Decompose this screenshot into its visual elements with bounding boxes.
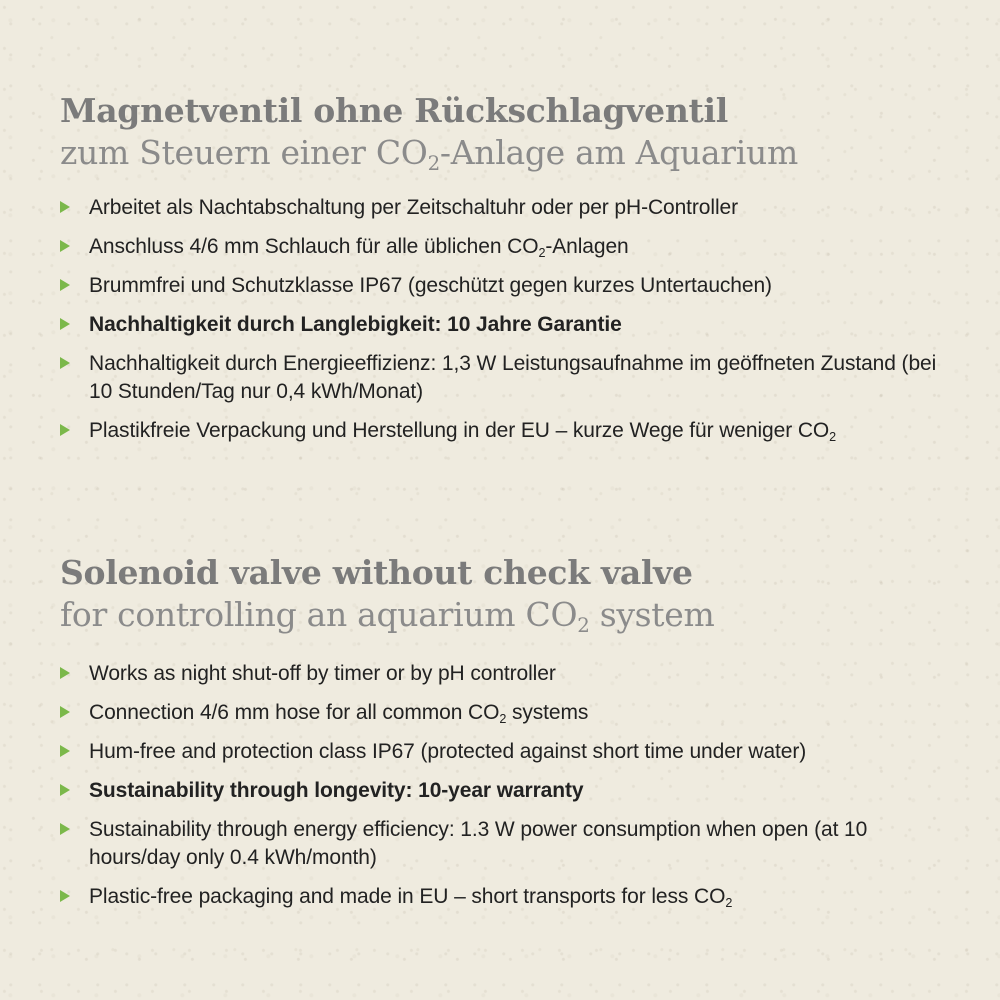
triangle-bullet-icon xyxy=(60,745,70,757)
bullet-text: Sustainability through energy efficiency: 1.3 W power consumption when open (at 10 hours/day only 0.4 kWh/month) xyxy=(89,818,868,869)
bullet-item xyxy=(60,350,960,406)
triangle-bullet-icon xyxy=(60,424,70,436)
bullet-text: Works as night shut-off by timer or by pH controller xyxy=(89,662,556,685)
bullet-item xyxy=(60,883,960,911)
section-title-english: Solenoid valve without check valve xyxy=(60,553,693,592)
section-english xyxy=(60,552,960,922)
bullet-item xyxy=(60,660,960,688)
triangle-bullet-icon xyxy=(60,357,70,369)
triangle-bullet-icon xyxy=(60,318,70,330)
triangle-bullet-icon xyxy=(60,667,70,679)
bullet-item xyxy=(60,272,960,300)
bullet-text: Anschluss 4/6 mm Schlauch für alle üblichen $CO_2$-Anlagen xyxy=(89,235,629,260)
triangle-bullet-icon xyxy=(60,890,70,902)
bullet-text: Nachhaltigkeit durch Langlebigkeit: 10 Jahre Garantie xyxy=(89,313,622,336)
bullet-text: Brummfrei und Schutzklasse IP67 (geschützt gegen kurzes Untertauchen) xyxy=(89,274,772,297)
subtitle-text: zum Steuern einer CO xyxy=(60,133,428,172)
bullet-text: Sustainability through longevity: 10-year warranty xyxy=(89,779,584,802)
triangle-bullet-icon xyxy=(60,201,70,213)
bullet-item-highlight xyxy=(60,777,960,805)
triangle-bullet-icon xyxy=(60,823,70,835)
bullet-item xyxy=(60,194,960,222)
bullet-item xyxy=(60,417,960,445)
subscript: 2 xyxy=(427,151,440,175)
triangle-bullet-icon xyxy=(60,784,70,796)
bullet-text: Hum-free and protection class IP67 (protected against short time under water) xyxy=(89,740,807,763)
triangle-bullet-icon xyxy=(60,240,70,252)
bullet-list-english xyxy=(60,660,960,911)
section-subtitle-german xyxy=(60,132,960,174)
triangle-bullet-icon xyxy=(60,279,70,291)
bullet-item xyxy=(60,816,960,872)
bullet-item xyxy=(60,738,960,766)
bullet-item-highlight xyxy=(60,311,960,339)
bullet-text: Nachhaltigkeit durch Energieeffizienz: 1,3 W Leistungsaufnahme im geöffneten Zustand (bei 10 Stunden/Tag nur 0,4 kWh/Monat) xyxy=(89,352,937,403)
section-title-german: Magnetventil ohne Rückschlagventil xyxy=(60,91,728,130)
bullet-item xyxy=(60,233,960,261)
triangle-bullet-icon xyxy=(60,706,70,718)
subtitle-text: -Anlage am Aquarium xyxy=(439,133,798,172)
section-subtitle-english xyxy=(60,594,960,636)
bullet-list-german xyxy=(60,194,960,445)
subtitle-text: system xyxy=(589,595,715,634)
bullet-text: Plastikfreie Verpackung und Herstellung in der EU – kurze Wege für weniger $CO_2$ xyxy=(89,419,837,444)
subtitle-text: for controlling an aquarium CO xyxy=(60,595,578,634)
bullet-text: Connection 4/6 mm hose for all common $CO_2$ systems xyxy=(89,701,589,726)
section-german xyxy=(60,90,960,456)
bullet-text: Plastic-free packaging and made in EU – short transports for less $CO_2$ xyxy=(89,885,733,910)
bullet-item xyxy=(60,699,960,727)
bullet-text: Arbeitet als Nachtabschaltung per Zeitschaltuhr oder per pH-Controller xyxy=(89,196,738,219)
subscript: 2 xyxy=(577,613,590,637)
